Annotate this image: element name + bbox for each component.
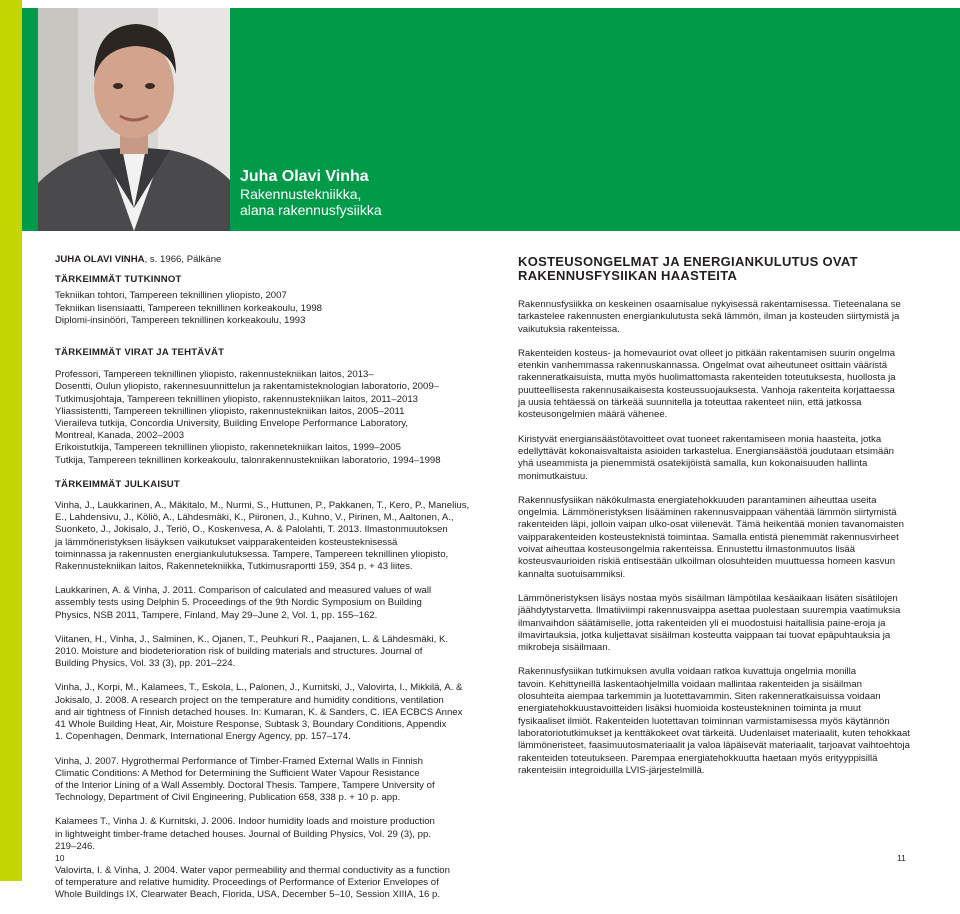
page-number-left: 10 — [55, 853, 65, 863]
publication-line: of the Interior Lining of a Wall Assembly. Doctoral Thesis. Tampere, Tampere University of — [55, 779, 435, 791]
paragraph-line: vaikutuksia rakenteissa. — [518, 323, 620, 335]
paragraph-line: etenkin vanhemmassa rakennuskannassa. Ongelmat ovat aiheutuneet osittain vääristä — [518, 360, 888, 372]
positions-heading: TÄRKEIMMÄT VIRAT JA TEHTÄVÄT — [55, 347, 225, 359]
degree-item: Tekniikan lisensiaatti, Tampereen teknillinen korkeakoulu, 1998 — [55, 302, 323, 314]
intro-details: , s. 1966, Pälkäne — [144, 254, 222, 265]
paragraph-line: tarkastelee rakennusten energiankulutusta sekä lämmön, ilman ja kosteuden siirtymistä ja — [518, 311, 900, 323]
position-item: Vieraileva tutkija, Concordia University, Building Envelope Performance Laboratory, — [55, 418, 409, 430]
paragraph-line: rakenneratkaisuista, mutta myös huolimattomasta rakenteiden toteutuksesta, huollosta ja — [518, 372, 896, 384]
paragraph-line: laboratoriotutkimukset ja kenttäkokeet ovat tärkeitä. Uudenlaiset materiaalit, kuten tehokkaat — [518, 727, 910, 739]
paragraph-line: jäähdytystarvetta. Ilmatiiviimpi rakennusvaippa asettaa puolestaan suurempia vaatimuksia — [518, 605, 901, 617]
publication-line: of temperature and relative humidity. Proceedings of Performance of Exterior Envelopes of — [55, 877, 439, 889]
portrait-photo — [38, 8, 230, 231]
paragraph-line: olosuhteita aiempaa tarkemmin ja luotettavammin. Siten rakenneratkaisuissa voidaan — [518, 691, 881, 703]
top-strip — [0, 0, 960, 8]
article-paragraph — [518, 348, 908, 422]
article-paragraph — [518, 593, 908, 654]
publication-item — [55, 585, 450, 622]
publications-heading: TÄRKEIMMÄT JULKAISUT — [55, 478, 180, 490]
lime-side-bar — [0, 0, 22, 881]
intro-name: JUHA OLAVI VINHA — [55, 254, 145, 265]
paragraph-line: kosteusongelmien määrä vähenee. — [518, 409, 668, 421]
publication-line: Suonketo, J., Jokisalo, J., Teriö, O., Koskenvesa, A. & Palolahti, T. 2013. Ilmastonmuutoksen — [55, 524, 448, 536]
left-column — [55, 254, 470, 914]
paragraph-line: ja uusia tehtäessä on tärkeää suunnitella ja toteuttaa rakenteet niin, että jatkossa — [518, 397, 862, 409]
publication-line: Rakennustekniikan laitos, Rakennetekniikka, Tutkimusraportti 159, 354 p. + 43 liites. — [55, 561, 413, 573]
paragraph-line: Kiristyvät energiansäästötavoitteet ovat tuoneet rakentamiseen monia haasteita, jotka — [518, 433, 882, 445]
publication-line: ja lämmöneristyksen lisäyksen vaikutukset vaipparakenteiden kosteusteknisessä — [55, 536, 398, 548]
positions-list — [55, 369, 450, 467]
paragraph-line: Rakennusfysiikka on keskeinen osaamisalue nykyisessä rakentamisessa. Tieteenalana se — [518, 299, 901, 310]
paragraph-line: puutteellisesta rakennusaikaisesta kosteussuojauksesta. Vanhoja rakenteita korjattaessa — [518, 384, 895, 396]
paragraph-line: rakenteisiin integroiduilla LVIS-järjestelmillä. — [518, 764, 705, 776]
paragraph-line: Rakennusfysiikan näkökulmasta energiatehokkuuden parantaminen aiheuttaa useita — [518, 494, 877, 506]
publication-line: Vinha, J., Laukkarinen, A., Mäkitalo, M., Nurmi, S., Huttunen, P., Pakkanen, T., Kero, P., Manelius, — [55, 500, 470, 512]
paragraph-line: monimutkaistuu. — [518, 470, 588, 482]
paragraph-line: yhä useammista ja pienemmistä osatekijöistä samalla, kun kokonaisuuden hallinta — [518, 458, 868, 470]
paragraph-line: fysikaaliset ilmiöt. Rakenteiden luotettavan toiminnan varmistamisessa myös käytännön — [518, 715, 890, 727]
portrait-image — [38, 8, 230, 231]
hero-title-line1: Rakennustekniikka, — [240, 186, 362, 202]
paragraph-line: mikrobeja sisäilmaan. — [518, 642, 611, 654]
article-paragraph — [518, 434, 908, 483]
publication-item — [55, 500, 470, 573]
publication-line: 1. Copenhagen, Denmark, International Energy Agency, pp. 157–174. — [55, 731, 351, 743]
article-paragraph — [518, 666, 908, 777]
position-item: Professori, Tampereen teknillinen yliopisto, rakennustekniikan laitos, 2013– — [55, 369, 374, 381]
publication-line: Climatic Conditions: A Method for Determining the Sufficient Water Vapour Resistance — [55, 767, 420, 779]
paragraph-line: ongelmia. Lämmöneristyksen lisääminen rakennusvaippaan vähentää lämmön siirtymistä — [518, 507, 897, 519]
hero-text — [240, 168, 382, 218]
paragraph-line: vaipparakenteiden kosteusteknistä toimintaa. Samalla entistä pienemmät rakennusvirheet — [518, 531, 899, 543]
publication-line: Technology, Department of Civil Engineering, Publication 658, 338 p. + 10 p. app. — [55, 792, 401, 804]
paragraph-line: ilmavirtauksia, jotka kuljettavat sisäilman kosteutta vaippaan tai tuovat epäpuhtauksia ja — [518, 629, 891, 641]
hero-title-line2: alana rakennusfysiikka — [240, 202, 382, 218]
publication-line: 219–246. — [55, 840, 96, 852]
paragraph-line: rakenteiden toteutukseen. Parempaa energiatehokkuutta haetaan myös erityyppisillä — [518, 752, 878, 764]
article-paragraph — [518, 299, 908, 336]
publication-line: Jokisalo, J. 2008. A research project on the temperature and humidity conditions, ventilation — [55, 694, 444, 706]
publication-item — [55, 756, 450, 805]
publication-item — [55, 634, 450, 671]
article-heading-line1: KOSTEUSONGELMAT JA ENERGIANKULUTUS OVAT — [518, 254, 858, 269]
hero-name: Juha Olavi Vinha — [240, 168, 369, 185]
paragraph-line: Lämmöneristyksen lisäys nostaa myös sisäilman lämpötilaa kesäaikaan lisäten sisätilojen — [518, 592, 898, 604]
publication-line: Vinha, J. 2007. Hygrothermal Performance of Timber-Framed External Walls in Finnish — [55, 755, 423, 767]
publication-line: toiminnassa ja rakennusten energiankulutuksessa. Tampere, Tampereen teknillinen yliopisto, — [55, 548, 449, 560]
publication-line: Valovirta, I. & Vinha, J. 2004. Water vapor permeability and thermal conductivity as a function — [55, 864, 450, 876]
publications-list — [55, 500, 470, 901]
publication-line: Building Physics, Vol. 33 (3), pp. 201–224. — [55, 658, 236, 670]
publication-line: Vinha, J., Korpi, M., Kalamees, T., Eskola, L., Palonen, J., Kurnitski, J., Valovirta, I., Mikkilä, A. & — [55, 682, 463, 694]
paragraph-line: Rakennusfysiikan tutkimuksen avulla voidaan ratkoa kuvattuja ongelmia monilla — [518, 666, 857, 678]
paragraph-line: tavoin. Kehittyneillä laskentaohjelmilla voidaan mallintaa rakenteiden ja sisäilman — [518, 678, 862, 690]
intro-line — [55, 254, 450, 266]
paragraph-line: kosteusvaurioiden riskiä entisestään ulkoilman olosuhteiden muuttuessa homeen kasvun — [518, 556, 896, 568]
right-column — [518, 255, 908, 789]
position-item: Montreal, Kanada, 2002–2003 — [55, 430, 185, 442]
position-item: Dosentti, Oulun yliopisto, rakennesuunnittelun ja rakentamisteknologian laboratorio, 2009– — [55, 381, 439, 393]
publication-item — [55, 816, 450, 853]
paragraph-line: Rakenteiden kosteus- ja homevauriot ovat olleet jo pitkään rakentamisen suurin ongelma — [518, 347, 896, 359]
paragraph-line: voivat aiheuttaa kosteusongelmia rakenteissa. Ennustettu ilmastonmuutos lisää — [518, 544, 856, 556]
paragraph-line: kannalta suotuisammiksi. — [518, 568, 626, 580]
degrees-list — [55, 290, 450, 327]
publication-line: Whole Buildings IX, Clearwater Beach, Florida, USA, December 5–10, Session XIIIA, 16 p. — [55, 889, 441, 901]
position-item: Erikoistutkija, Tampereen teknillinen yliopisto, rakennetekniikan laitos, 1999–2005 — [55, 442, 401, 454]
publication-line: 41 Whole Building Heat, Air, Moisture Response, Subtask 3, Boundary Conditions, Appendix — [55, 719, 447, 731]
position-item: Tutkimusjohtaja, Tampereen teknillinen yliopisto, rakennustekniikan laitos, 2011–2013 — [55, 393, 419, 405]
article-heading — [518, 255, 908, 283]
paragraph-line: ilmanvaihdon säätämiselle, jotta rakenteiden yli ei muodostuisi haitallisia paine-eroja ja — [518, 617, 886, 629]
degrees-heading: TÄRKEIMMÄT TUTKINNOT — [55, 274, 182, 286]
publication-line: Viitanen, H., Vinha, J., Salminen, K., Ojanen, T., Peuhkuri R., Paajanen, L. & Lähdesmäki, K. — [55, 633, 449, 645]
paragraph-line: lämmöneristeet, faasimuutosmateriaalit ja valoa läpäisevät materiaalit, tarjoavat vaihtoehtoja — [518, 740, 910, 752]
publication-line: assembly tests using Delphin 5. Proceedings of the 9th Nordic Symposium on Building — [55, 597, 422, 609]
paragraph-line: energiatehokkuustavoitteiden lisäksi huomioida kosteustekninen toiminta ja muut — [518, 703, 861, 715]
publication-line: E., Lahdensivu, J., Köliö, A., Lähdesmäki, K., Piironen, J., Kuhno, V., Pirinen, M., Aaltonen, A., — [55, 512, 454, 524]
degree-item: Tekniikan tohtori, Tampereen teknillinen yliopisto, 2007 — [55, 290, 287, 302]
position-item: Yliassistentti, Tampereen teknillinen yliopisto, rakennustekniikan laitos, 2005–2011 — [55, 405, 405, 417]
publication-line: and air tightness of Finnish detached houses. In: Kumaran, K. & Sanders, C. IEA ECBCS Annex — [55, 706, 463, 718]
publication-line: 2010. Moisture and biodeterioration risk of building materials and structures. Journal of — [55, 646, 423, 658]
publication-line: Laukkarinen, A. & Vinha, J. 2011. Comparison of calculated and measured values of wall — [55, 585, 432, 597]
publication-line: Physics, NSB 2011, Tampere, Finland, May 29–June 2, Vol. 1, pp. 155–162. — [55, 609, 378, 621]
page-number-right: 11 — [897, 853, 906, 863]
position-item: Tutkija, Tampereen teknillinen korkeakoulu, talonrakennustekniikan laboratorio, 1994–1998 — [55, 454, 441, 466]
paragraph-line: edellyttävät kokonaisvaltaista asioiden tarkastelua. Energiansäästöä joudutaan etsimään — [518, 445, 894, 457]
publication-line: in lightweight timber-frame detached houses. Journal of Building Physics, Vol. 29 (3), pp. — [55, 828, 431, 840]
degree-item: Diplomi-insinööri, Tampereen teknillinen korkeakoulu, 1993 — [55, 314, 306, 326]
publication-line: Kalamees T., Vinha J. & Kurnitski, J. 2006. Indoor humidity loads and moisture production — [55, 816, 435, 828]
publication-item — [55, 682, 463, 743]
article-heading-line2: RAKENNUSFYSIIKAN HAASTEITA — [518, 268, 738, 283]
publication-item — [55, 865, 450, 902]
paragraph-line: rakenteiden läpi, jolloin vaipan ulko-osat viilenevät. Tämä heikentää monien tavanomaisten — [518, 519, 904, 531]
article-paragraph — [518, 495, 908, 581]
